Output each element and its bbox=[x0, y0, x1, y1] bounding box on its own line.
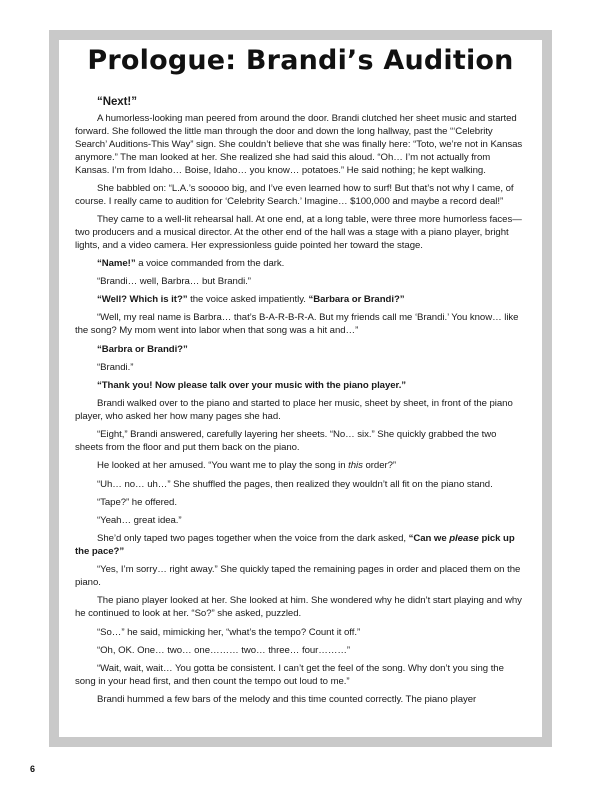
text-run: The piano player looked at her. She looked at him. She wondered why he didn’t start playing and why he continued to look at her. “So?” she asked, puzzled. bbox=[75, 595, 522, 620]
opening-line bbox=[97, 96, 526, 109]
paragraph bbox=[75, 479, 526, 492]
paragraph bbox=[75, 362, 526, 375]
text-run: “Next!” bbox=[97, 96, 137, 108]
text-run: “Well, my real name is Barbra… that’s B-A-R-B-R-A. But my friends call me ‘Brandi.’ You know… like the song? My mom went into labor when that song was a hit and…” bbox=[75, 312, 519, 337]
text-run: “Tape?” he offered. bbox=[97, 496, 177, 508]
text-run: pick up the pace?” bbox=[75, 533, 515, 558]
text-run: They came to a well-lit rehearsal hall. At one end, at a long table, were three more humorless faces—two producers and a musical director. At the other end of the hall was a stage with a piano player, bright lights, and a video camera. Her expressionless guide pointed her toward the stage. bbox=[75, 213, 522, 251]
paragraph bbox=[75, 515, 526, 528]
text-run: “Wait, wait, wait… You gotta be consistent. I can’t get the feel of the song. Why don’t you sing the song in your head first, and then count the tempo out loud to me.” bbox=[75, 662, 504, 687]
text-run: Brandi hummed a few bars of the melody and this time counted correctly. The piano player bbox=[97, 694, 477, 706]
text-run: “Uh… no… uh…” She shuffled the pages, then realized they wouldn’t all fit on the piano stand. bbox=[97, 478, 493, 490]
text-run: a voice commanded from the dark. bbox=[135, 257, 285, 269]
paragraph bbox=[75, 627, 526, 640]
paragraph bbox=[75, 113, 526, 178]
paragraph bbox=[75, 380, 526, 393]
page-content bbox=[59, 40, 542, 737]
paragraph bbox=[75, 294, 526, 307]
text-run: Brandi walked over to the piano and started to place her music, sheet by sheet, in front of the piano player, who asked her how many pages she had. bbox=[75, 398, 513, 423]
text-run: the voice asked impatiently. bbox=[187, 294, 309, 306]
text-run: “Thank you! Now please talk over your music with the piano player.” bbox=[97, 379, 407, 391]
paragraph bbox=[75, 533, 526, 559]
paragraph bbox=[75, 460, 526, 473]
paragraph bbox=[75, 258, 526, 271]
paragraph bbox=[75, 344, 526, 357]
paragraph bbox=[75, 564, 526, 590]
text-run: “Can we bbox=[408, 533, 450, 545]
text-run: “Name!” bbox=[97, 257, 136, 269]
page-frame bbox=[49, 30, 552, 747]
chapter-title: Prologue: Brandi’s Audition bbox=[87, 45, 514, 76]
page-number: 6 bbox=[30, 764, 36, 774]
text-run: A humorless-looking man peered from around the door. Brandi clutched her sheet music and started forward. She followed the little man through the door and down the long hallway, past the “‘Celebrity Search’ Auditions-This Way” sign. She couldn’t believe that she was finally here: “Toto, we’re not in Kansas anymore.” The man looked at her. She realized she had said this aloud. “Oh… I’m not actually from Kansas. I’m from Idaho… Boise, Idaho… you know… potatoes.” He said nothing; he kept walking. bbox=[75, 112, 523, 176]
story-body bbox=[75, 96, 526, 712]
text-run: “So…” he said, mimicking her, “what’s the tempo? Count it off.” bbox=[97, 626, 361, 638]
paragraph bbox=[75, 276, 526, 289]
text-run: “Oh, OK. One… two… one……… two… three… four………” bbox=[97, 644, 351, 656]
paragraph bbox=[75, 595, 526, 621]
paragraph bbox=[75, 645, 526, 658]
text-run: She babbled on: “L.A.’s sooooo big, and I’ve even learned how to surf! But that’s not why I came, of course. I really came to audition for ‘Celebrity Search.’ Imagine… $100,000 and maybe a record deal!” bbox=[75, 182, 514, 207]
text-run: “Well? Which is it?” bbox=[97, 294, 188, 306]
paragraph bbox=[75, 663, 526, 689]
text-run: He looked at her amused. “You want me to play the song in bbox=[97, 460, 349, 472]
paragraph bbox=[75, 497, 526, 510]
text-run: “Brandi… well, Barbra… but Brandi.” bbox=[97, 276, 251, 288]
paragraph bbox=[75, 312, 526, 338]
text-run: “Barbara or Brandi?” bbox=[308, 294, 405, 306]
text-run: this bbox=[348, 460, 363, 472]
text-run: “Brandi.” bbox=[97, 361, 134, 373]
text-run: “Eight,” Brandi answered, carefully layering her sheets. “No… six.” She quickly grabbed the two sheets from the floor and put them back on the piano. bbox=[75, 429, 497, 454]
text-run: “Barbra or Brandi?” bbox=[97, 343, 188, 355]
paragraph bbox=[75, 214, 526, 253]
paragraph bbox=[75, 429, 526, 455]
paragraph bbox=[75, 694, 526, 707]
paragraph bbox=[75, 183, 526, 209]
text-run: “Yes, I’m sorry… right away.” She quickly taped the remaining pages in order and placed them on the piano. bbox=[75, 564, 521, 589]
paragraph bbox=[75, 398, 526, 424]
text-run: please bbox=[449, 533, 479, 545]
text-run: order?” bbox=[362, 460, 397, 472]
text-run: She’d only taped two pages together when the voice from the dark asked, bbox=[97, 533, 409, 545]
text-run: “Yeah… great idea.” bbox=[97, 515, 182, 527]
